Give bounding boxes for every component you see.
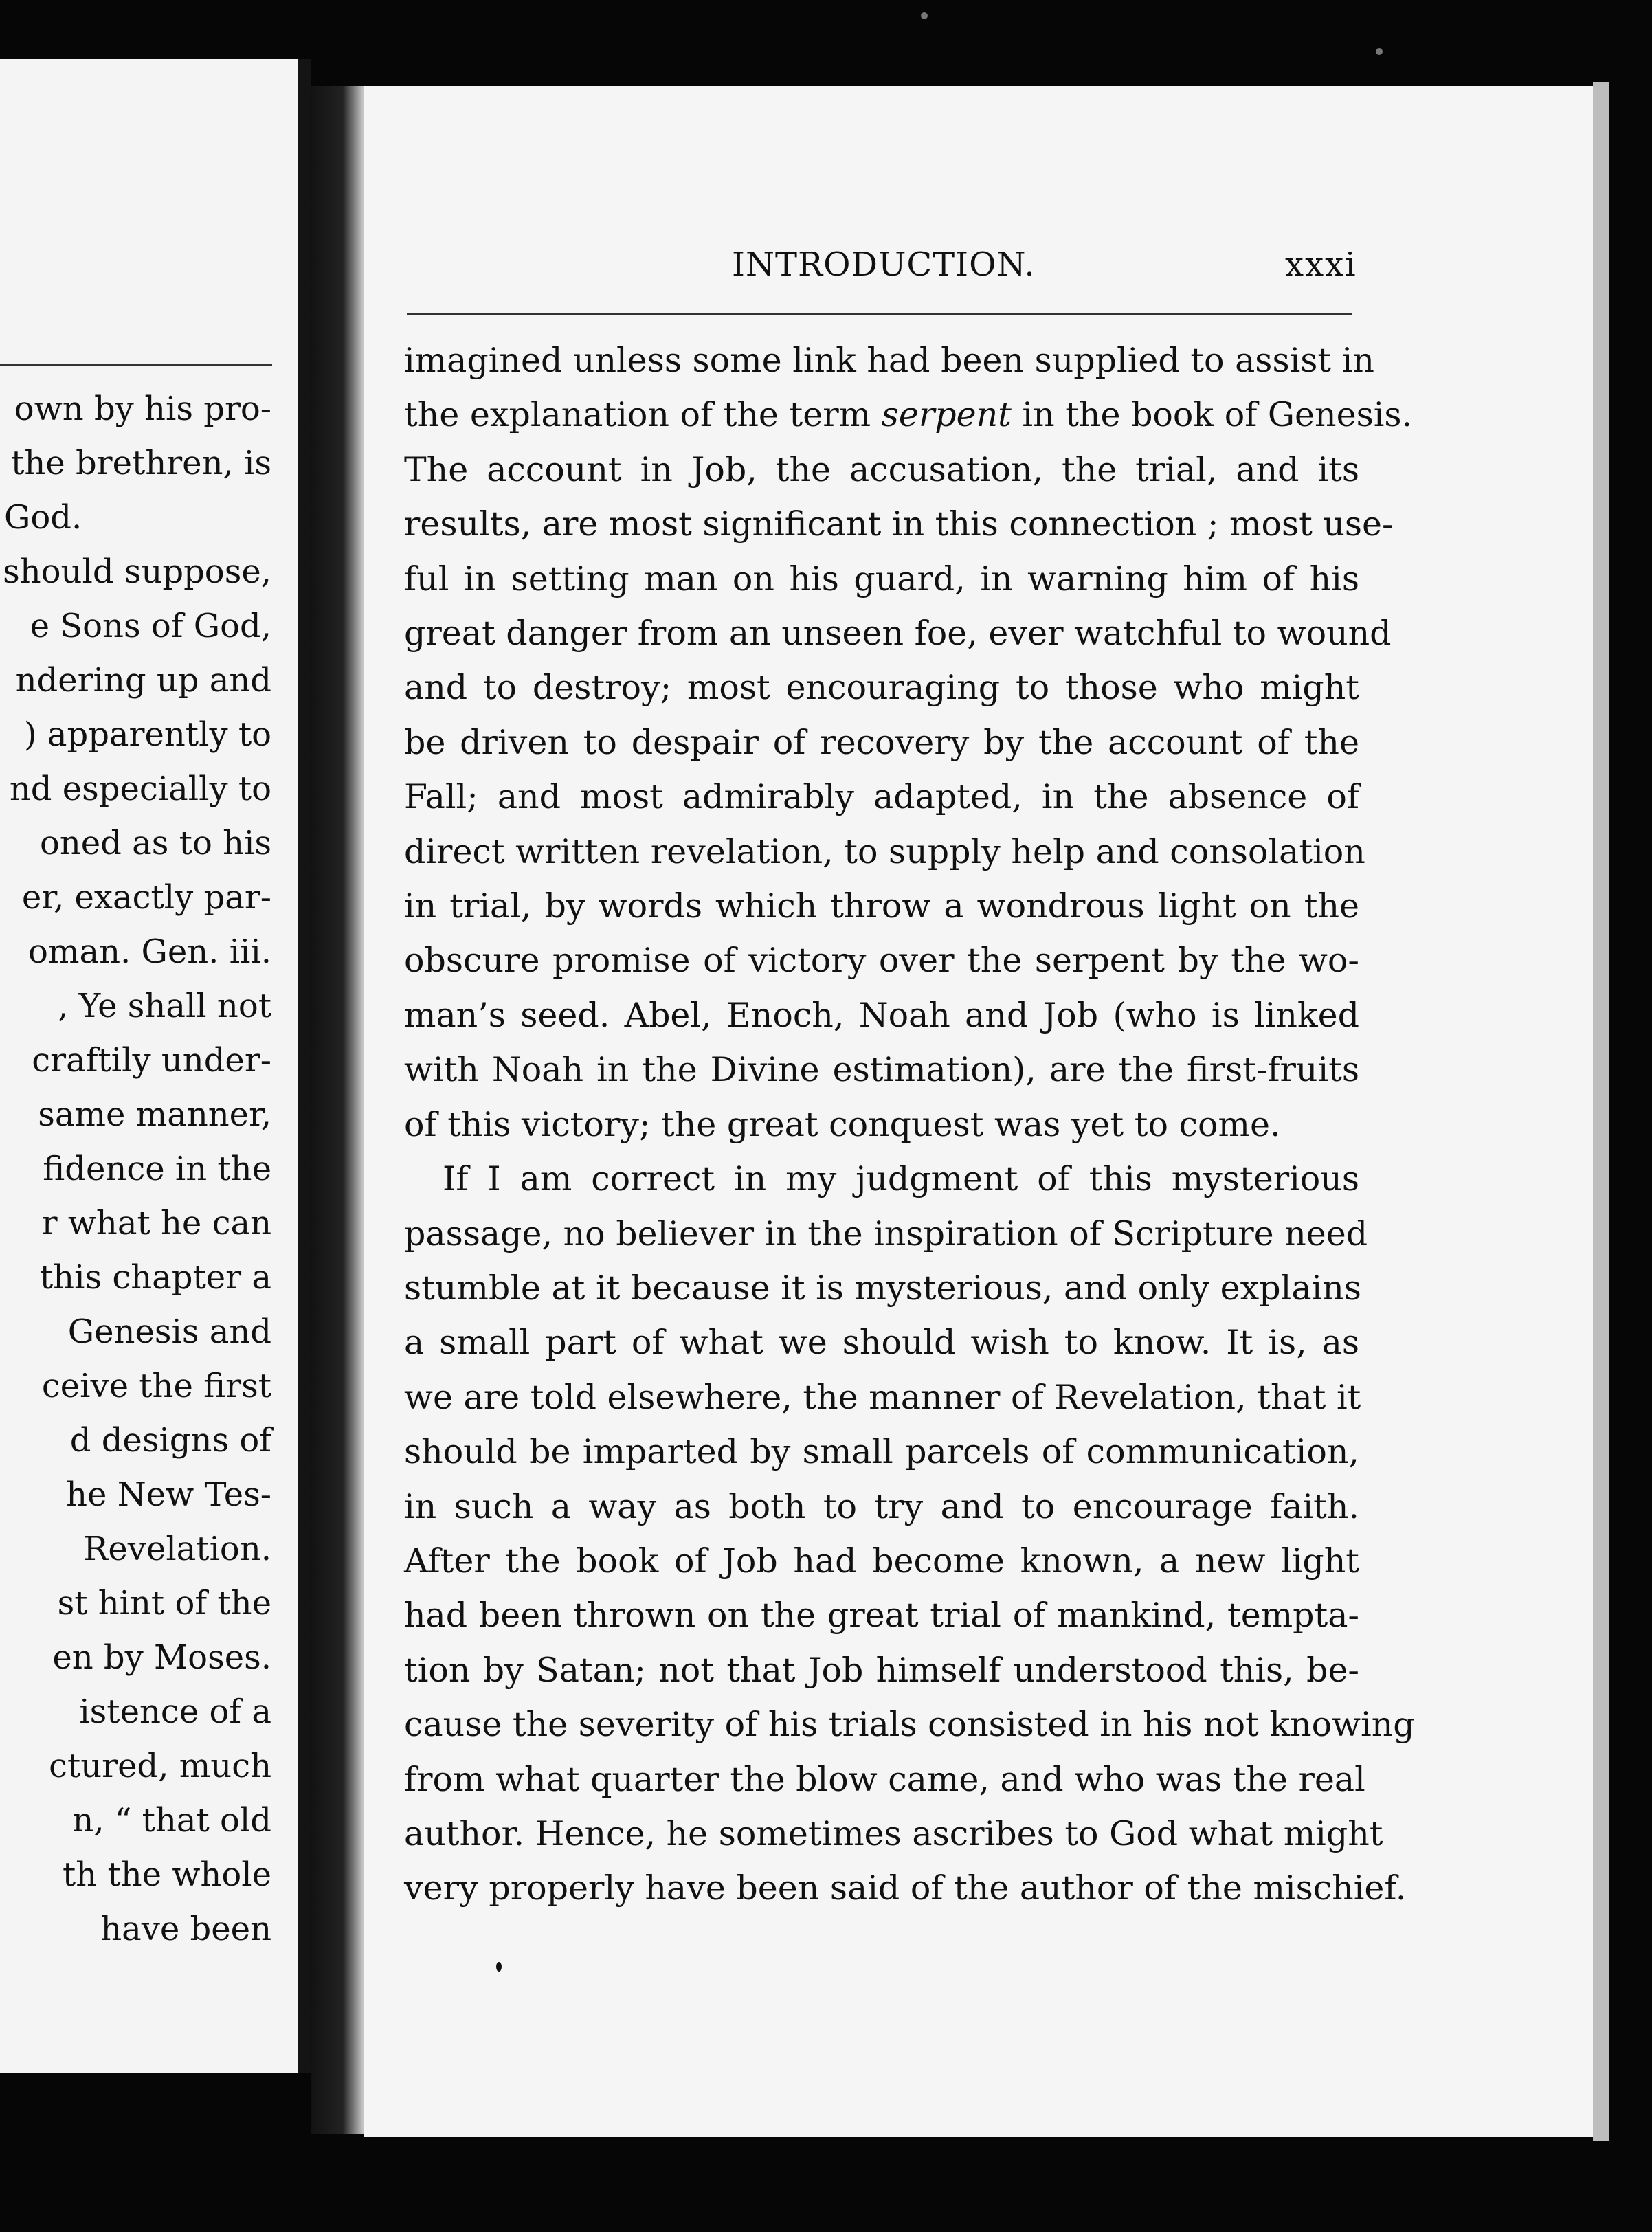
text-line: passage, no believer in the inspiration of Scripture need bbox=[404, 1214, 1368, 1253]
page-number: xxxi bbox=[1285, 245, 1357, 284]
body-text bbox=[404, 333, 1415, 1916]
text-line: author. Hence, he sometimes ascribes to God what might bbox=[404, 1814, 1383, 1853]
text-line: very properly have been said of the author of the mischief. bbox=[404, 1868, 1407, 1908]
text-line: The account in Job, the accusation, the trial, and its bbox=[404, 449, 1359, 489]
left-line: ctured, much bbox=[49, 1747, 271, 1785]
text-line: stumble at it because it is mysterious, and only explains bbox=[404, 1268, 1361, 1308]
text-line: had been thrown on the great trial of mankind, tempta- bbox=[404, 1596, 1359, 1636]
text-line: cause the severity of his trials consisted in his not knowing bbox=[404, 1705, 1415, 1745]
left-line: own by his pro- bbox=[14, 390, 271, 428]
text-line: Fall; and most admirably adapted, in the absence of bbox=[404, 777, 1359, 817]
left-line: fidence in the bbox=[43, 1150, 271, 1188]
left-line: the brethren, is bbox=[11, 444, 271, 482]
left-line: er, exactly par- bbox=[21, 878, 271, 917]
text-line: with Noah in the Divine estimation), are the first-fruits bbox=[404, 1050, 1359, 1090]
paragraph-1 bbox=[404, 333, 1413, 1152]
left-line: ceive the first bbox=[41, 1367, 271, 1405]
left-line: Revelation. bbox=[83, 1530, 271, 1568]
text-span: in the book of Genesis. bbox=[1011, 395, 1413, 435]
left-line: have been bbox=[100, 1910, 271, 1948]
left-page bbox=[0, 59, 311, 2073]
paragraph-2 bbox=[404, 1152, 1415, 1916]
right-header-rule bbox=[407, 313, 1352, 315]
running-title: INTRODUCTION. bbox=[732, 245, 1036, 284]
running-head bbox=[364, 245, 1594, 293]
text-line: man’s seed. Abel, Enoch, Noah and Job (who is linked bbox=[404, 995, 1359, 1035]
left-line: nd especially to bbox=[9, 770, 271, 808]
text-line: from what quarter the blow came, and who was the real bbox=[404, 1759, 1365, 1799]
left-line: en by Moses. bbox=[52, 1638, 271, 1677]
right-page bbox=[364, 86, 1594, 2137]
text-line: After the book of Job had become known, a new light bbox=[404, 1541, 1359, 1581]
left-line: d designs of bbox=[69, 1421, 271, 1460]
left-line: ndering up and bbox=[15, 661, 271, 700]
left-line: should suppose, bbox=[3, 553, 271, 591]
left-line: he New Tes- bbox=[66, 1475, 271, 1514]
text-line: in trial, by words which throw a wondrous light on the bbox=[404, 886, 1359, 926]
left-line: istence of a bbox=[79, 1693, 271, 1731]
left-line: craftily under- bbox=[32, 1041, 271, 1080]
left-line: Genesis and bbox=[67, 1313, 271, 1351]
left-line: th the whole bbox=[63, 1855, 271, 1894]
left-line: same manner, bbox=[38, 1095, 271, 1134]
left-line: this chapter a bbox=[39, 1258, 271, 1297]
left-line: n, “ that old bbox=[72, 1801, 271, 1840]
book-gutter bbox=[311, 86, 364, 2134]
text-line: of this victory; the great conquest was yet to come. bbox=[404, 1104, 1281, 1144]
left-line: oman. Gen. iii. bbox=[28, 933, 271, 971]
left-header-rule bbox=[0, 364, 272, 366]
text-line: ful in setting man on his guard, in warning him of his bbox=[404, 559, 1359, 599]
left-line: oned as to his bbox=[39, 824, 271, 862]
text-line: we are told elsewhere, the manner of Revelation, that it bbox=[404, 1377, 1361, 1417]
text-line: obscure promise of victory over the serpent by the wo- bbox=[404, 941, 1359, 981]
text-line: results, are most significant in this connection ; most use- bbox=[404, 504, 1394, 544]
left-line: st hint of the bbox=[57, 1584, 271, 1622]
text-line: If I am correct in my judgment of this mysterious bbox=[443, 1159, 1359, 1199]
left-line: God. bbox=[4, 498, 82, 537]
dust-speck bbox=[921, 12, 928, 19]
left-line: e Sons of God, bbox=[30, 607, 271, 645]
text-line: should be imparted by small parcels of communication, bbox=[404, 1432, 1359, 1472]
text-line: a small part of what we should wish to know. It is, as bbox=[404, 1323, 1359, 1363]
text-line: imagined unless some link had been supplied to assist in bbox=[404, 341, 1374, 380]
text-line: in such a way as both to try and to encourage faith. bbox=[404, 1486, 1359, 1526]
left-line: ) apparently to bbox=[23, 715, 271, 754]
left-line: , Ye shall not bbox=[58, 987, 271, 1025]
text-line: great danger from an unseen foe, ever watchful to wound bbox=[404, 614, 1392, 654]
left-line: r what he can bbox=[41, 1204, 271, 1242]
text-line: and to destroy; most encouraging to those who might bbox=[404, 668, 1359, 708]
page-edge-shadow bbox=[1593, 82, 1609, 2141]
text-line bbox=[404, 388, 1413, 442]
text-line: be driven to despair of recovery by the account of the bbox=[404, 722, 1359, 762]
dust-speck bbox=[1376, 48, 1383, 55]
left-page-text bbox=[0, 382, 271, 1956]
text-line: direct written revelation, to supply help and consolation bbox=[404, 832, 1365, 871]
ink-speck bbox=[496, 1962, 502, 1972]
text-line: tion by Satan; not that Job himself understood this, be- bbox=[404, 1650, 1359, 1690]
italic-term: serpent bbox=[881, 395, 1012, 435]
text-span: the explanation of the term bbox=[404, 395, 882, 435]
